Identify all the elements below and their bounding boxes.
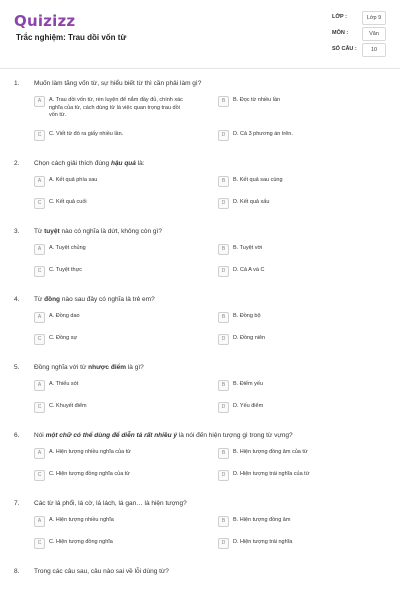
option-letter-box: B <box>218 448 229 459</box>
option-text: B. Tuyệt vời <box>233 245 263 251</box>
question-text-part: Muốn làm tăng vốn từ, sự hiểu biết từ thì cần phải làm gì? <box>34 80 202 87</box>
answer-options <box>34 376 374 420</box>
question-header <box>0 566 400 580</box>
question-list <box>0 78 400 590</box>
answer-row <box>34 194 374 216</box>
meta-label: MÔN : <box>332 30 349 36</box>
option-letter-box: C <box>34 198 45 209</box>
option-text: C. Hiện tượng đồng nghĩa <box>49 539 113 545</box>
question-number: 4. <box>14 296 20 303</box>
option-letter-box: B <box>218 312 229 323</box>
question-text-part: Từ <box>34 228 45 235</box>
option-text: D. Hiện tượng trái nghĩa <box>233 539 293 545</box>
question-number: 8. <box>14 568 20 575</box>
question-number: 6. <box>14 432 20 439</box>
option-text: D. Đồng niên <box>233 335 266 341</box>
question-item <box>0 158 400 216</box>
option-letter-box: C <box>34 266 45 277</box>
answer-row <box>34 466 374 488</box>
option-letter-box: A <box>34 448 45 459</box>
question-text-part: nào có nghĩa là dứt, không còn gì? <box>59 228 162 235</box>
question-text-part: Trong các câu sau, câu nào sai về lỗi dùng từ? <box>34 568 169 575</box>
option-letter-box: C <box>34 334 45 345</box>
option-text: C. Kết quả cuối <box>49 199 87 205</box>
question-item <box>0 294 400 352</box>
option-text: D. Yếu điểm <box>233 403 264 409</box>
question-header <box>0 294 400 308</box>
question-text <box>34 228 384 235</box>
answer-row <box>34 126 374 148</box>
option-text: A. Hiện tượng nhiều nghĩa của từ <box>49 449 131 455</box>
answer-row <box>34 330 374 352</box>
option-letter-box: B <box>218 516 229 527</box>
answer-row <box>34 240 374 262</box>
answer-row <box>34 398 374 420</box>
question-header <box>0 430 400 444</box>
answer-row <box>34 534 374 556</box>
question-text-part: Từ <box>34 296 45 303</box>
question-number: 3. <box>14 228 20 235</box>
option-letter-box: A <box>34 176 45 187</box>
option-text: C. Khuyết điểm <box>49 403 87 409</box>
question-text-part: là gì? <box>126 364 144 371</box>
option-text: A. Đồng dao <box>49 313 80 319</box>
option-text: B. Hiện tượng đồng âm của từ <box>233 449 308 455</box>
question-emphasis: một chữ có thể dùng để diễn tả rất nhiều ý <box>45 432 177 439</box>
question-item <box>0 566 400 580</box>
question-text <box>34 568 384 575</box>
option-text: B. Kết quả sau cùng <box>233 177 283 183</box>
answer-options <box>34 444 374 488</box>
worksheet-header <box>0 0 400 69</box>
answer-options <box>34 172 374 216</box>
answer-options <box>34 512 374 556</box>
option-letter-box: D <box>218 266 229 277</box>
option-letter-box: B <box>218 244 229 255</box>
meta-value: 10 <box>362 43 386 57</box>
question-text-part: Chọn cách giải thích đúng <box>34 160 111 167</box>
option-letter-box: D <box>218 130 229 141</box>
question-number: 2. <box>14 160 20 167</box>
question-item <box>0 430 400 488</box>
option-text: C. Tuyệt thực <box>49 267 83 273</box>
question-text <box>34 160 384 167</box>
option-text: A. Thiếu sót <box>49 381 79 387</box>
option-letter-box: A <box>34 244 45 255</box>
quizizz-logo: Quizizz <box>14 12 76 30</box>
answer-row <box>34 512 374 534</box>
answer-row <box>34 92 374 126</box>
question-text-part: Các từ lá phổi, lá cờ, lá lách, lá gan… là hiện tượng? <box>34 500 187 507</box>
option-letter-box: C <box>34 402 45 413</box>
option-text: A. Hiện tượng nhiều nghĩa <box>49 517 114 523</box>
question-header <box>0 78 400 92</box>
meta-row-count <box>332 42 390 58</box>
answer-row <box>34 308 374 330</box>
question-emphasis: đồng <box>44 296 61 303</box>
option-letter-box: D <box>218 334 229 345</box>
question-header <box>0 498 400 512</box>
meta-value: Văn <box>362 27 386 41</box>
answer-options <box>34 240 374 284</box>
option-text: D. Hiện tượng trái nghĩa của từ <box>233 471 310 477</box>
meta-label: LỚP : <box>332 14 347 20</box>
option-text: C. Đồng sự <box>49 335 78 341</box>
question-header <box>0 158 400 172</box>
option-letter-box: B <box>218 96 229 107</box>
question-text-part: nào sau đây có nghĩa là trẻ em? <box>60 296 155 303</box>
meta-label: SỐ CÂU : <box>332 46 357 52</box>
option-text: B. Đồng bộ <box>233 313 261 319</box>
option-letter-box: A <box>34 96 45 107</box>
question-text <box>34 500 384 507</box>
option-letter-box: A <box>34 312 45 323</box>
answer-row <box>34 376 374 398</box>
option-letter-box: D <box>218 402 229 413</box>
meta-value: Lớp 9 <box>362 11 386 25</box>
answer-row <box>34 262 374 284</box>
option-text: A. Trau dồi vốn từ, rèn luyện để nắm đầy đủ, chính xác nghĩa của từ, cách dùng từ là việc quan trọng trau dồi vốn từ. <box>49 97 183 118</box>
question-emphasis: tuyệt <box>44 228 60 235</box>
option-letter-box: B <box>218 176 229 187</box>
worksheet-meta <box>332 10 390 58</box>
option-letter-box: D <box>218 538 229 549</box>
option-text: A. Tuyệt chủng <box>49 245 86 251</box>
question-item <box>0 78 400 148</box>
option-text: D. Cả 3 phương án trên. <box>233 131 293 137</box>
question-number: 7. <box>14 500 20 507</box>
question-header <box>0 226 400 240</box>
answer-row <box>34 444 374 466</box>
question-header <box>0 362 400 376</box>
question-number: 5. <box>14 364 20 371</box>
meta-row-subject <box>332 26 390 42</box>
option-text: A. Kết quả phía sau <box>49 177 98 183</box>
answer-options <box>34 92 374 148</box>
option-text: B. Hiện tượng đồng âm <box>233 517 291 523</box>
question-text-part: Nói <box>34 432 46 439</box>
option-letter-box: B <box>218 380 229 391</box>
option-letter-box: C <box>34 538 45 549</box>
question-item <box>0 498 400 556</box>
option-letter-box: D <box>218 470 229 481</box>
worksheet-title: Trắc nghiệm: Trau dồi vốn từ <box>16 33 127 42</box>
option-text: B. Điểm yếu <box>233 381 263 387</box>
option-text: D. Kết quả xấu <box>233 199 270 205</box>
option-text: D. Cả A và C <box>233 267 265 273</box>
option-letter-box: A <box>34 516 45 527</box>
option-text: C. Hiện tượng đồng nghĩa của từ <box>49 471 130 477</box>
question-emphasis: hậu quả <box>110 160 136 167</box>
option-letter-box: C <box>34 130 45 141</box>
option-letter-box: C <box>34 470 45 481</box>
question-text-part: là nói đến hiện tượng gì trong từ vựng? <box>176 432 293 439</box>
option-letter-box: A <box>34 380 45 391</box>
answer-options <box>34 308 374 352</box>
question-text <box>34 296 384 303</box>
question-text-part: là: <box>135 160 145 167</box>
question-emphasis: nhược điểm <box>88 364 127 371</box>
question-text <box>34 364 384 371</box>
question-text <box>34 80 384 87</box>
question-item <box>0 362 400 420</box>
question-text <box>34 432 384 439</box>
option-letter-box: D <box>218 198 229 209</box>
answer-row <box>34 172 374 194</box>
meta-row-class <box>332 10 390 26</box>
option-text: B. Đọc từ nhiều lần <box>233 97 281 103</box>
option-text: C. Viết từ đó ra giấy nhiều lần. <box>49 131 124 137</box>
question-item <box>0 226 400 284</box>
question-number: 1. <box>14 80 20 87</box>
question-text-part: Đồng nghĩa với từ <box>34 364 89 371</box>
